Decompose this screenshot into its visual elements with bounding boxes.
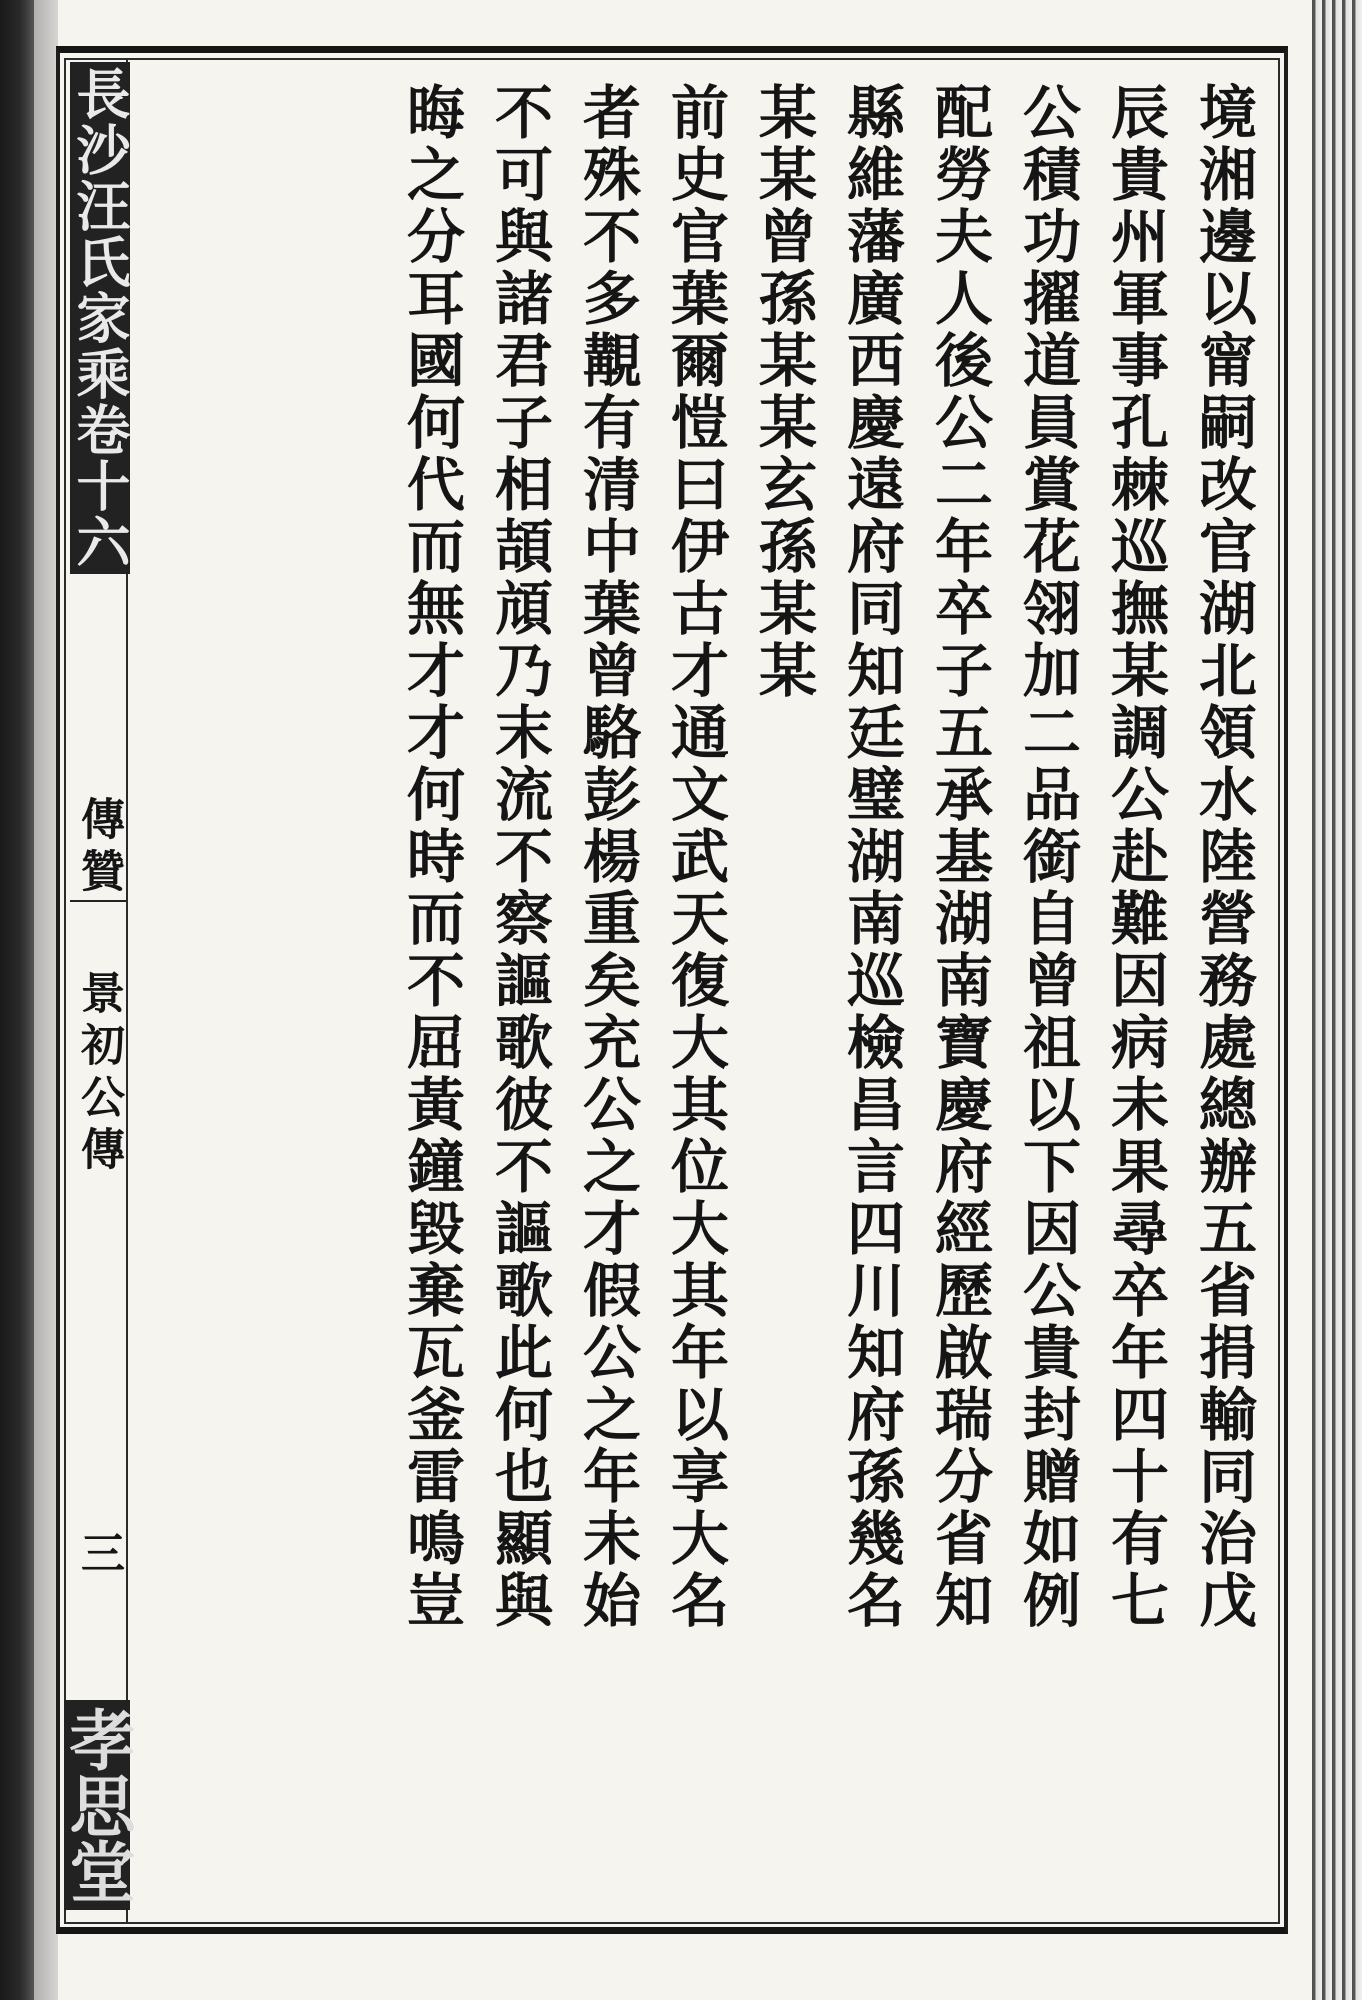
text-column-5: 縣維藩廣西慶遠府同知廷璧湖南巡檢昌言四川知府孫幾名 [837,82,905,1632]
binding-gutter [34,0,58,2000]
hall-name: 孝思堂 [64,1700,130,1910]
section-label: 傳贊 [73,796,124,900]
text-column-3: 公積功擢道員賞花翎加二品銜自曾祖以下因公貴封贈如例 [1013,82,1081,1632]
fishtail-mark [70,900,126,902]
text-column-10: 晦之分耳國何代而無才才何時而不屈黃鐘毀棄瓦釜雷鳴豈 [397,82,465,1632]
text-column-4: 配勞夫人後公二年卒子五承基湖南寶慶府經歷啟瑞分省知 [925,82,993,1632]
page-number: 三 [73,1530,124,1574]
page-edge-right [1312,0,1362,2000]
text-column-8: 者殊不多覯有清中葉曾駱彭楊重矣充公之才假公之年未始 [573,82,641,1632]
text-column-7: 前史官葉爾愷曰伊古才通文武天復大其位大其年以享大名 [661,82,729,1632]
text-column-2: 辰貴州軍事孔棘巡撫某調公赴難因病未果尋卒年四十有七 [1101,82,1169,1632]
text-column-9: 不可與諸君子相頡頏乃末流不察謳歌彼不謳歌此何也顯與 [485,82,553,1632]
binding-shadow [0,0,34,2000]
text-column-1: 境湘邊以甯嗣改官湖北領水陸營務處總辦五省捐輸同治戊 [1189,82,1257,1632]
article-title: 景初公傳 [73,970,124,1178]
volume-label: 卷十六 [68,402,132,570]
text-column-6: 某某曾孫某某玄孫某某 [749,82,817,702]
book-title [70,62,130,574]
book-title-text: 長沙汪氏家乘 [68,66,132,402]
